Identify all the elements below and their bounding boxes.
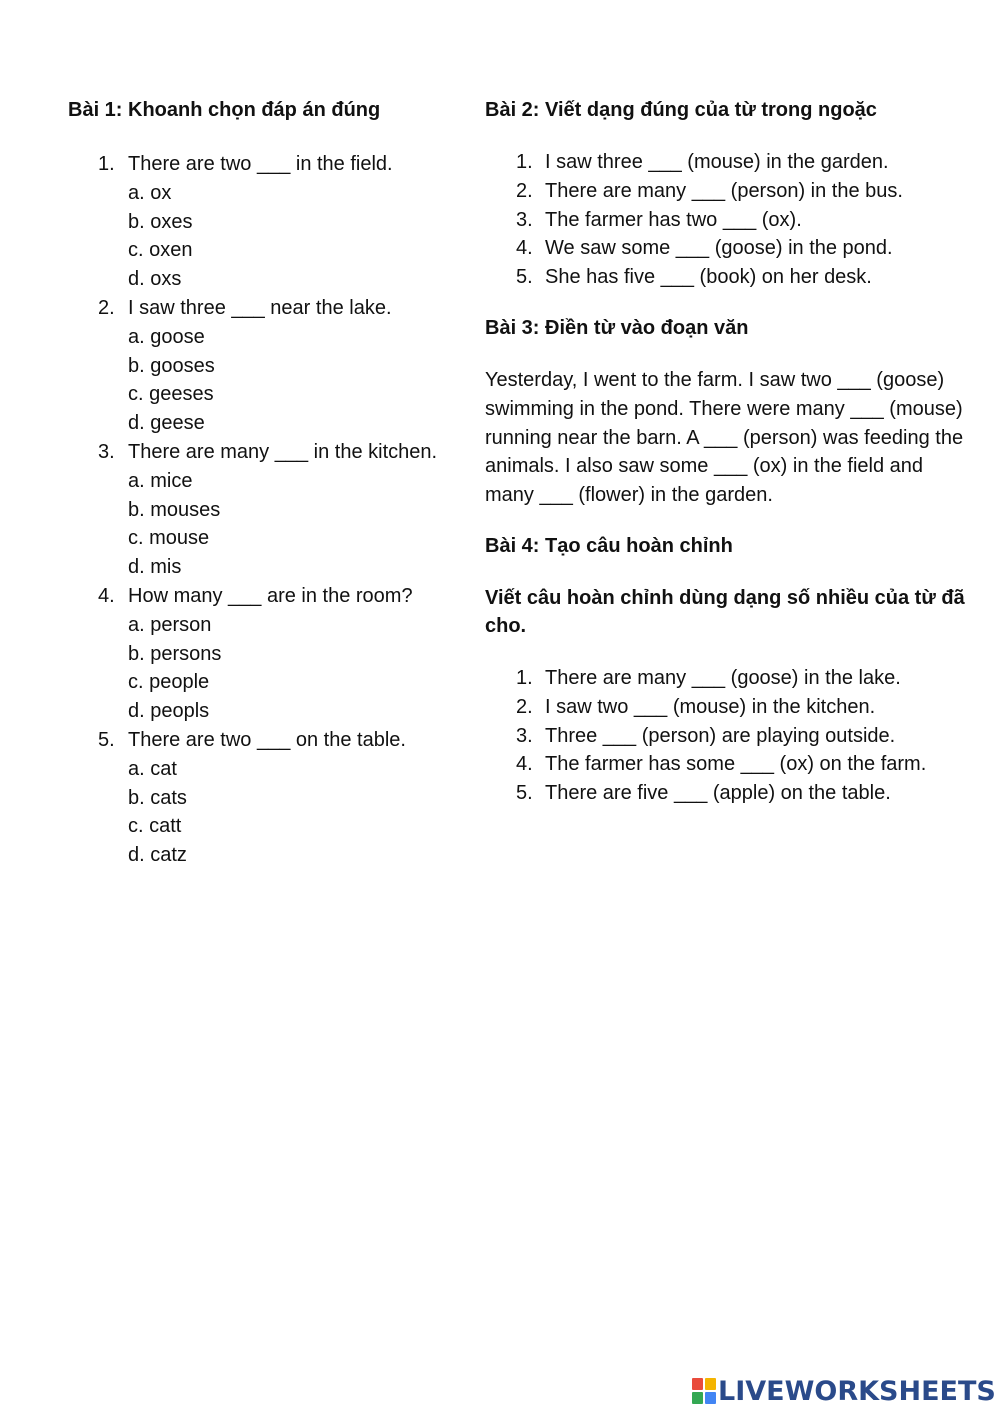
question-number: 5. — [98, 728, 115, 751]
item-text: There are many ___ (goose) in the lake. — [545, 666, 901, 689]
item-text: The farmer has some ___ (ox) on the farm. — [545, 753, 927, 776]
option-a[interactable]: a. goose — [128, 325, 205, 348]
item-text: I saw three ___ (mouse) in the garden. — [545, 151, 889, 173]
exercise-4-item — [485, 722, 965, 751]
exercise-2-item — [485, 206, 965, 235]
exercise-4-items — [485, 664, 965, 808]
question-2 — [68, 294, 468, 438]
exercise-2-items — [485, 148, 965, 292]
item-number: 5. — [516, 782, 533, 805]
item-text: There are many ___ (person) in the bus. — [545, 179, 903, 202]
option-c[interactable]: c. oxen — [128, 239, 193, 262]
logo-mark-icon — [692, 1378, 716, 1404]
exercise-2-item — [485, 177, 965, 206]
option-b[interactable]: b. gooses — [128, 354, 215, 377]
option-d[interactable]: d. peopls — [128, 700, 210, 723]
item-number: 1. — [516, 666, 533, 689]
question-text: How many ___ are in the room? — [128, 584, 413, 607]
exercise-2-title: Bài 2: Viết dạng đúng của từ trong ngoặc — [485, 99, 877, 121]
item-number: 2. — [516, 179, 533, 202]
item-text: I saw two ___ (mouse) in the kitchen. — [545, 695, 876, 718]
exercise-2-item — [485, 148, 965, 177]
exercise-4-item — [485, 750, 965, 779]
exercise-2 — [485, 96, 965, 292]
item-number: 4. — [516, 753, 533, 776]
exercise-4-item — [485, 779, 965, 808]
item-number: 2. — [516, 695, 533, 718]
option-a[interactable]: a. person — [128, 613, 212, 636]
option-a[interactable]: a. cat — [128, 757, 177, 780]
item-number: 3. — [516, 724, 533, 747]
question-5 — [68, 726, 468, 870]
exercise-4-item — [485, 693, 965, 722]
exercise-2-item — [485, 234, 965, 263]
item-number: 3. — [516, 208, 533, 231]
option-c[interactable]: c. people — [128, 671, 210, 694]
question-4 — [68, 582, 468, 726]
question-text: I saw three ___ near the lake. — [128, 296, 392, 319]
item-number: 4. — [516, 237, 533, 260]
exercise-3 — [485, 314, 965, 510]
item-text: She has five ___ (book) on her desk. — [545, 266, 872, 289]
exercise-4 — [485, 532, 965, 808]
option-b[interactable]: b. mouses — [128, 498, 221, 521]
question-number: 3. — [98, 440, 115, 463]
exercise-3-title: Bài 3: Điền từ vào đoạn văn — [485, 316, 749, 339]
right-column — [485, 96, 965, 808]
item-text: We saw some ___ (goose) in the pond. — [545, 237, 893, 260]
option-b[interactable]: b. oxes — [128, 210, 193, 233]
question-1 — [68, 150, 468, 294]
question-3 — [68, 438, 468, 582]
liveworksheets-logo — [692, 1374, 996, 1408]
exercise-1-title: Bài 1: Khoanh chọn đáp án đúng — [68, 99, 381, 121]
item-text: The farmer has two ___ (ox). — [545, 208, 802, 231]
option-a[interactable]: a. ox — [128, 181, 172, 204]
question-text: There are two ___ in the field. — [128, 153, 393, 175]
option-c[interactable]: c. mouse — [128, 527, 210, 550]
exercise-1 — [68, 96, 468, 870]
item-text: There are five ___ (apple) on the table. — [545, 782, 891, 805]
logo-text: LIVEWORKSHEETS — [718, 1375, 996, 1407]
option-c[interactable]: c. geeses — [128, 383, 214, 406]
option-d[interactable]: d. catz — [128, 844, 187, 867]
item-number: 5. — [516, 266, 533, 289]
option-a[interactable]: a. mice — [128, 469, 193, 492]
option-b[interactable]: b. cats — [128, 786, 187, 809]
item-text: Three ___ (person) are playing outside. — [545, 724, 896, 747]
item-number: 1. — [516, 151, 533, 173]
question-number: 1. — [98, 153, 115, 175]
question-text: There are many ___ in the kitchen. — [128, 440, 438, 463]
option-d[interactable]: d. oxs — [128, 268, 182, 291]
exercise-4-title: Bài 4: Tạo câu hoàn chỉnh — [485, 534, 733, 557]
exercise-1-questions — [68, 150, 468, 870]
question-number: 4. — [98, 584, 115, 607]
exercise-4-item — [485, 664, 965, 693]
exercise-3-paragraph: Yesterday, I went to the farm. I saw two ___ (goose) swimming in the pond. There were many ___ (mouse) running near the barn. A ___ (person) was feeding the animals. I also saw some ___ (ox) in the field and many ___ (flower) in the garden. — [485, 368, 964, 507]
option-b[interactable]: b. persons — [128, 642, 222, 665]
question-number: 2. — [98, 296, 115, 319]
option-d[interactable]: d. geese — [128, 412, 205, 435]
option-c[interactable]: c. catt — [128, 815, 182, 838]
question-text: There are two ___ on the table. — [128, 728, 406, 751]
exercise-4-instruction: Viết câu hoàn chỉnh dùng dạng số nhiều của từ đã cho. — [485, 586, 965, 637]
exercise-2-item — [485, 263, 965, 292]
option-d[interactable]: d. mis — [128, 556, 182, 579]
